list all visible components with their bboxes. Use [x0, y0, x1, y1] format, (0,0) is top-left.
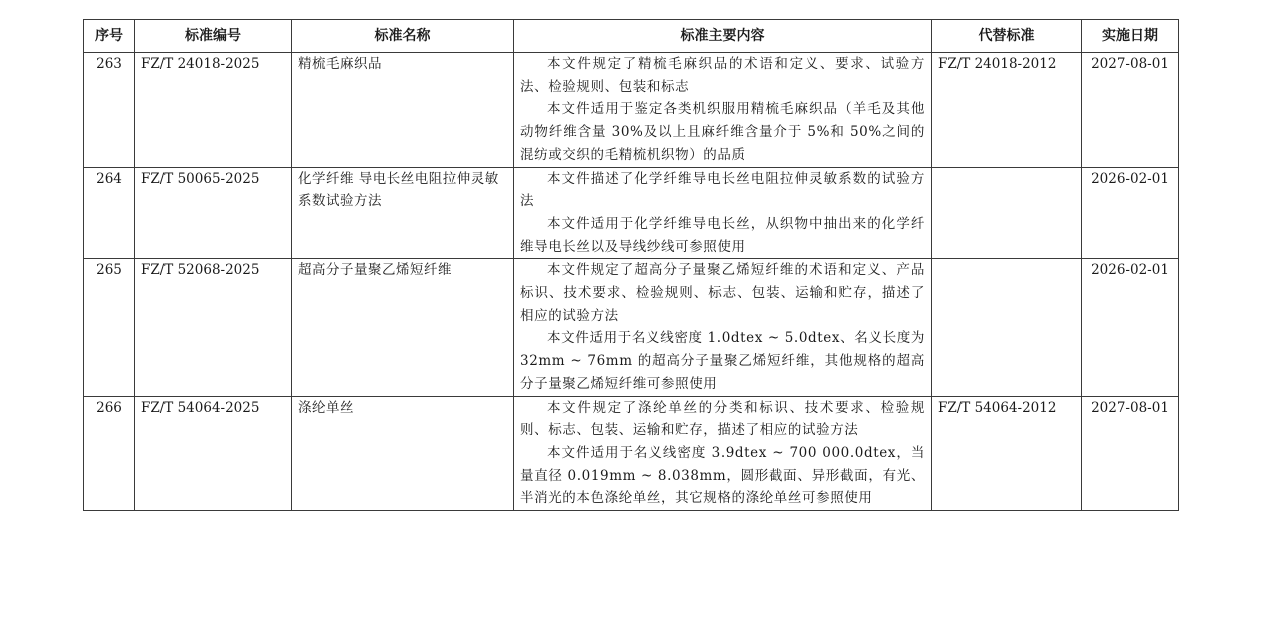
standards-page — [83, 19, 1178, 511]
cell-name — [292, 167, 514, 259]
header-name: 标准名称 — [292, 20, 514, 53]
cell-content — [514, 259, 932, 396]
content-scope-paragraph: 本文件规定了超高分子量聚乙烯短纤维的术语和定义、产品标识、技术要求、检验规则、标志、包装、运输和贮存，描述了相应的试验方法 — [520, 262, 925, 324]
standard-name: 涤纶单丝 — [298, 399, 354, 416]
cell-no: 265 — [84, 259, 135, 396]
content-application-paragraph: 本文件适用于化学纤维导电长丝，从织物中抽出来的化学纤维导电长丝以及导线纱线可参照使用 — [520, 215, 925, 255]
cell-replaces — [932, 259, 1082, 396]
table-body — [84, 53, 1179, 511]
cell-no: 263 — [84, 53, 135, 168]
content-scope-paragraph: 本文件描述了化学纤维导电长丝电阻拉伸灵敏系数的试验方法 — [520, 170, 925, 210]
cell-date: 2027-08-01 — [1082, 396, 1179, 511]
table-row — [84, 167, 1179, 259]
table-header — [84, 20, 1179, 53]
content-scope-paragraph: 本文件规定了精梳毛麻织品的术语和定义、要求、试验方法、检验规则、包装和标志 — [520, 56, 925, 95]
cell-replaces — [932, 167, 1082, 259]
cell-name — [292, 53, 514, 168]
content-application-paragraph: 本文件适用于名义线密度 3.9dtex ~ 700 000.0dtex，当量直径 0.019mm ~ 8.038mm，圆形截面、异形截面，有光、半消光的本色涤纶单丝，其它规格的涤纶单丝可参照使用 — [520, 444, 925, 507]
content-application-paragraph: 本文件适用于鉴定各类机织服用精梳毛麻织品（羊毛及其他动物纤维含量 30%及以上且麻纤维含量介于 5%和 50%之间的混纺或交织的毛精梳机织物）的品质 — [520, 101, 925, 163]
table-row — [84, 259, 1179, 396]
table-row — [84, 396, 1179, 511]
header-content: 标准主要内容 — [514, 20, 932, 53]
content-scope-paragraph: 本文件规定了涤纶单丝的分类和标识、技术要求、检验规则、标志、包装、运输和贮存，描述了相应的试验方法 — [520, 399, 925, 439]
cell-no: 264 — [84, 167, 135, 259]
cell-code: FZ/T 54064-2025 — [135, 396, 292, 511]
standard-name: 超高分子量聚乙烯短纤维 — [298, 262, 452, 279]
cell-content — [514, 396, 932, 511]
cell-content — [514, 53, 932, 168]
table-row — [84, 53, 1179, 168]
cell-code: FZ/T 52068-2025 — [135, 259, 292, 396]
header-no: 序号 — [84, 20, 135, 53]
content-application-paragraph: 本文件适用于名义线密度 1.0dtex ~ 5.0dtex、名义长度为 32mm ~ 76mm 的超高分子量聚乙烯短纤维，其他规格的超高分子量聚乙烯短纤维可参照使用 — [520, 330, 925, 392]
cell-content — [514, 167, 932, 259]
cell-date: 2026-02-01 — [1082, 167, 1179, 259]
cell-code: FZ/T 50065-2025 — [135, 167, 292, 259]
cell-name — [292, 259, 514, 396]
standard-name: 精梳毛麻织品 — [298, 56, 382, 72]
cell-replaces: FZ/T 24018-2012 — [932, 53, 1082, 168]
header-row — [84, 20, 1179, 53]
cell-date: 2027-08-01 — [1082, 53, 1179, 168]
header-date: 实施日期 — [1082, 20, 1179, 53]
cell-replaces: FZ/T 54064-2012 — [932, 396, 1082, 511]
header-code: 标准编号 — [135, 20, 292, 53]
cell-date: 2026-02-01 — [1082, 259, 1179, 396]
cell-name — [292, 396, 514, 511]
cell-no: 266 — [84, 396, 135, 511]
header-replaces: 代替标准 — [932, 20, 1082, 53]
cell-code: FZ/T 24018-2025 — [135, 53, 292, 168]
standard-name: 化学纤维 导电长丝电阻拉伸灵敏系数试验方法 — [298, 170, 499, 210]
standards-table — [83, 19, 1179, 511]
